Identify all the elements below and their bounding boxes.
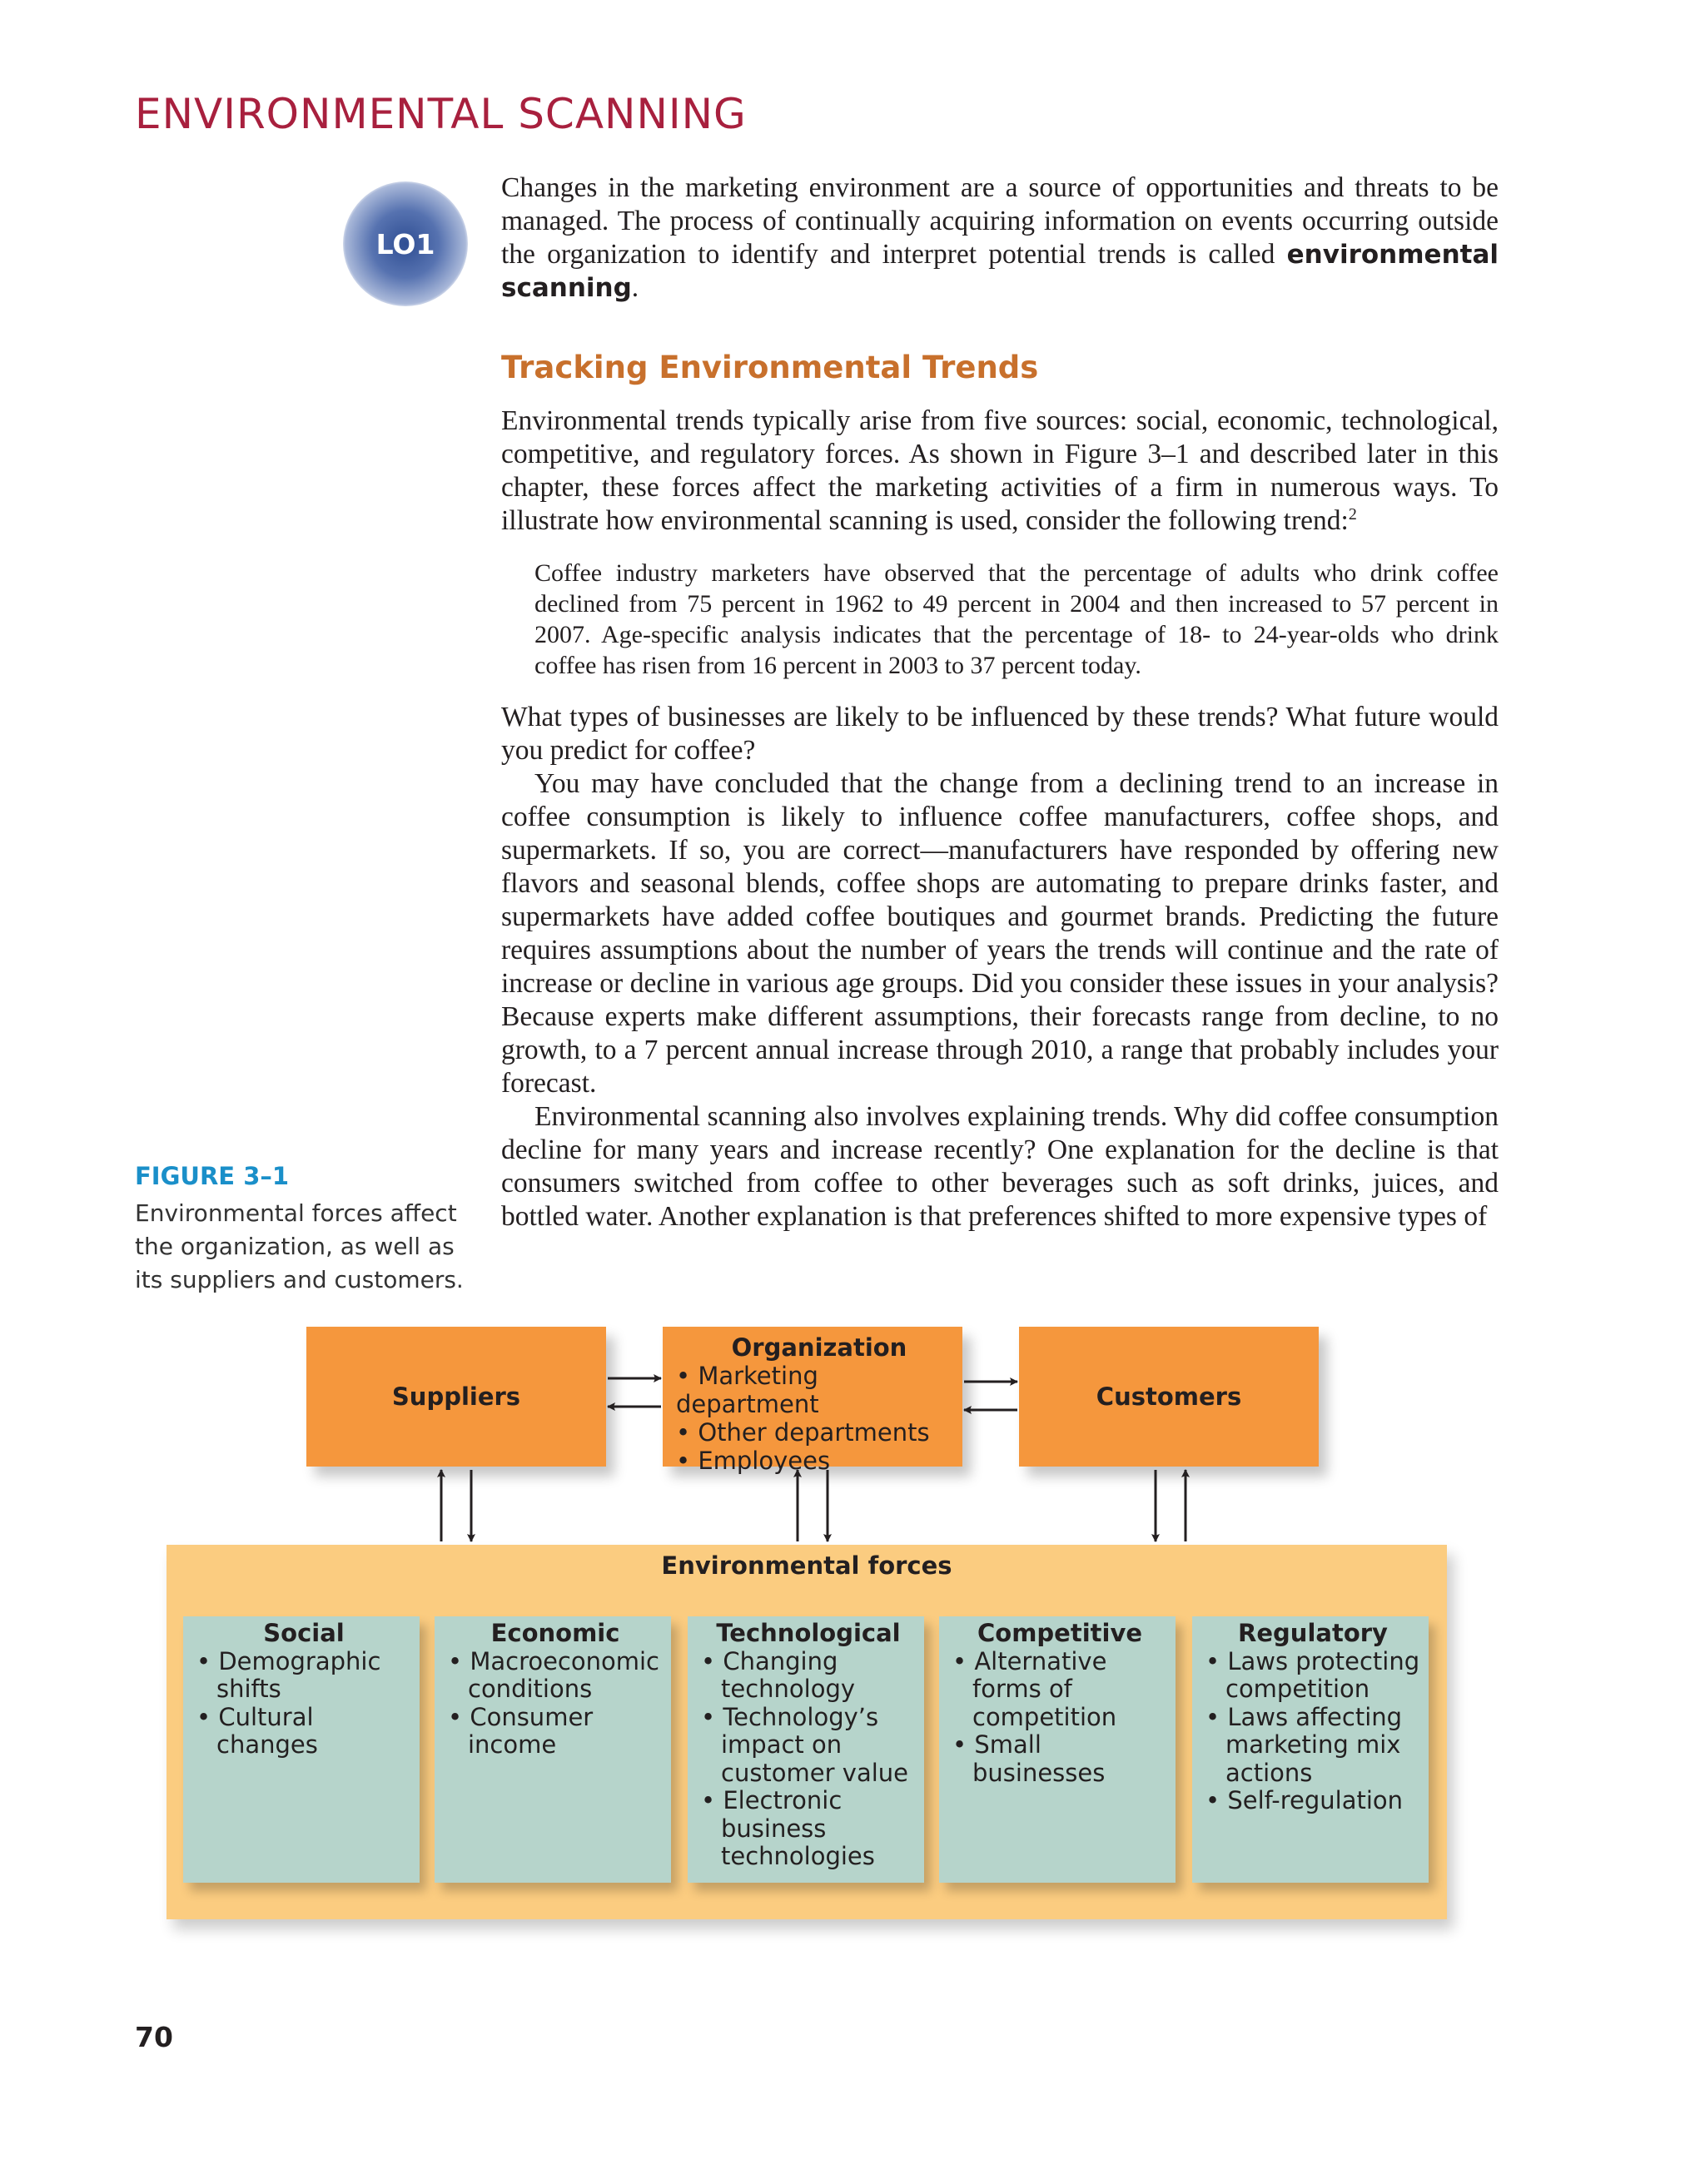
organization-title: Organization [731,1333,907,1362]
force-item: • Changing technology [701,1648,916,1704]
force-title: Economic [490,1619,620,1647]
force-title: Regulatory [1238,1619,1388,1647]
page-number: 70 [135,2021,173,2053]
force-item: • Laws protecting competition [1205,1648,1420,1704]
suppliers-label: Suppliers [391,1382,521,1411]
customers-label: Customers [1096,1382,1242,1411]
force-item: • Cultural changes [196,1704,411,1760]
force-item: • Small businesses [952,1731,1167,1787]
paragraph-3: You may have concluded that the change from a declining trend to an increase in coffee consumption is likely to influence coffee manufacturers, coffee shops, and supermarkets. If so, you are correct—manufacturers have responded by offering new flavors and seasonal blends, coffee shops are automating to prepare drinks faster, and supermarkets have added coffee boutiques and gourmet brands. Predicting the future requires assumptions about the number of years the trends will continue and the rate of increase or decline in various age groups. Did you consider these issues in your analysis? Because experts make different assumptions, their forecasts range from decline, to no growth, to a 7 percent annual increase through 2010, a range that probably includes your forecast. [501,768,1499,1099]
figure-caption: Environmental forces affect the organization, as well as its suppliers and customers. [135,1199,464,1293]
organization-item: • Employees [676,1447,962,1475]
keyword-environmental-scanning: environmental scanning [501,240,1499,303]
force-item: • Laws affecting marketing mix actions [1205,1704,1420,1788]
learning-objective-badge: LO1 [343,181,468,306]
force-title: Competitive [977,1619,1143,1647]
organization-item: • Marketing department [676,1362,962,1418]
figure-label: FIGURE 3–1 [135,1162,290,1190]
force-item: • Self-regulation [1205,1787,1420,1815]
force-item: • Macroeconomic conditions [448,1648,663,1704]
force-item: • Demographic shifts [196,1648,411,1704]
section-title: ENVIRONMENTAL SCANNING [135,90,747,138]
paragraph-4: Environmental scanning also involves explaining trends. Why did coffee consumption decline for many years and increase recently? One explanation for the decline is that consumers switched from coffee to other beverages such as soft drinks, juices, and bottled water. Another explanation is that preferences shifted to more expensive types of [501,1101,1499,1232]
paragraph-2: What types of businesses are likely to be influenced by these trends? What future would you predict for coffee? [501,702,1499,766]
subheading: Tracking Environmental Trends [501,350,1039,385]
organization-item: • Other departments [676,1418,962,1447]
footnote-marker: 2 [1348,504,1357,524]
force-item: • Technology’s impact on customer value [701,1704,916,1788]
force-title: Social [263,1619,345,1647]
environmental-forces-title: Environmental forces [661,1551,952,1580]
force-title: Technological [716,1619,901,1647]
extract-quote: Coffee industry marketers have observed that the percentage of adults who drink coffee declined from 75 percent in 1962 to 49 percent in 2004 and then increased to 57 percent in 2007. Age-specific analysis indicates that the percentage of 18- to 24-year-olds who drink coffee has risen from 16 percent in 2003 to 37 percent today. [534,559,1499,679]
intro-text-end: . [631,272,639,303]
paragraph-1-text: Environmental trends typically arise from five sources: social, economic, technological, competitive, and regulatory forces. As shown in Figure 3–1 and described later in this chapter, these forces affect the marketing activities of a firm in numerous ways. To illustrate how environmental scanning is used, consider the following trend: [501,405,1499,536]
force-item: • Alternative forms of competition [952,1648,1167,1732]
force-item: • Electronic business technologies [701,1787,916,1871]
intro-text: Changes in the marketing environment are a source of opportunities and threats to be managed. The process of continually acquiring information on events occurring outside the organization to identify and interpret potential trends is called [501,172,1499,270]
force-item: • Consumer income [448,1704,663,1760]
